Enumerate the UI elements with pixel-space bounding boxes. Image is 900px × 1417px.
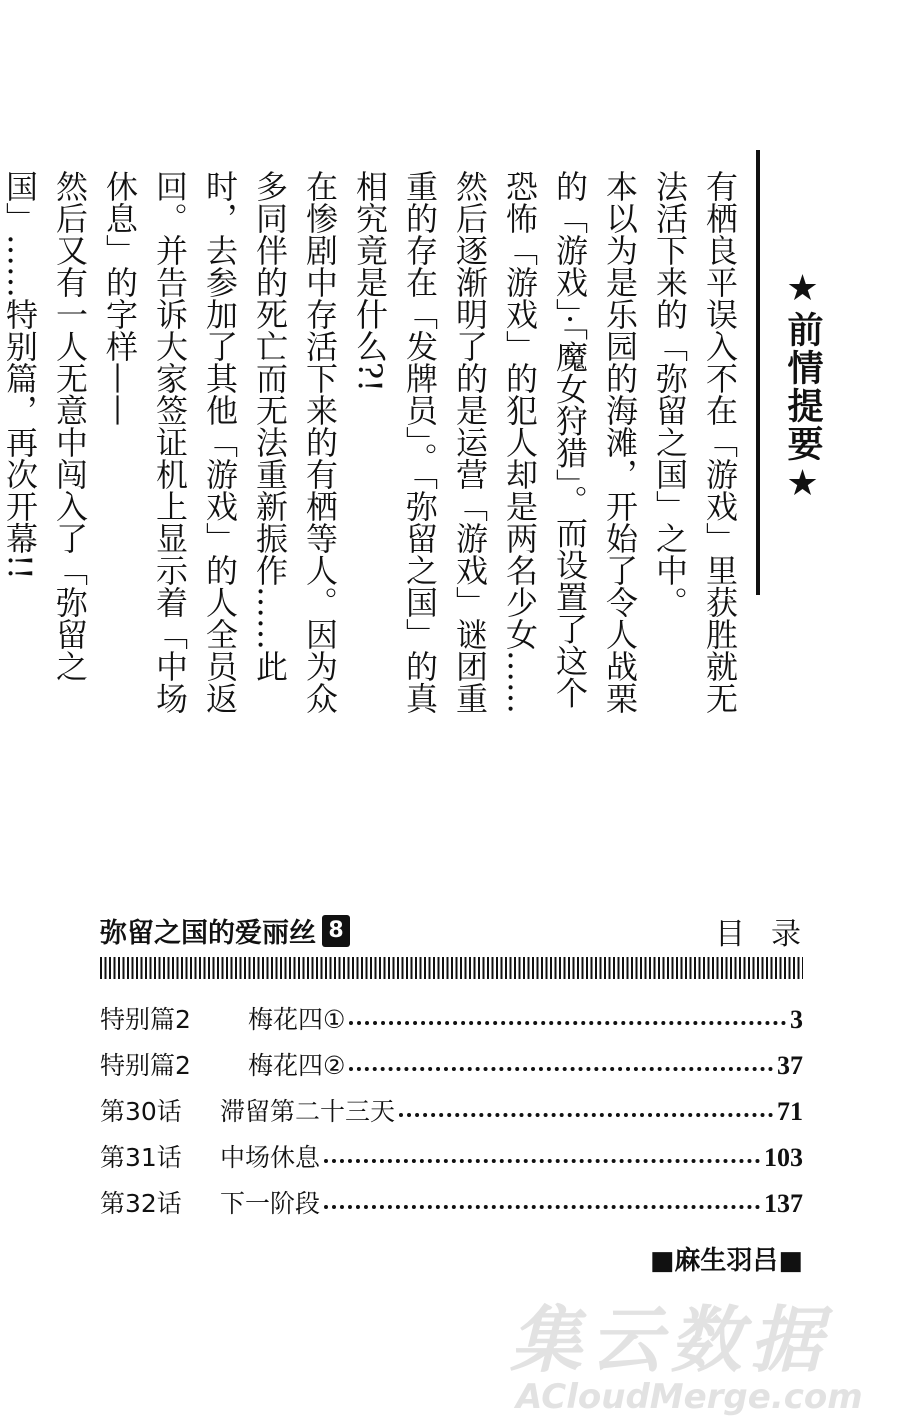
toc-dot-leader bbox=[399, 1113, 773, 1117]
toc-title: 下一阶段 bbox=[220, 1189, 321, 1218]
table-of-contents bbox=[100, 1000, 803, 1230]
book-title-text: 弥留之国的爱丽丝 bbox=[100, 918, 316, 949]
watermark bbox=[510, 1298, 890, 1417]
toc-chapter: 第30话 bbox=[100, 1097, 182, 1126]
toc-dot-leader bbox=[324, 1159, 760, 1163]
toc-page-number: 37 bbox=[777, 1051, 803, 1080]
toc-entry[interactable] bbox=[100, 1000, 803, 1046]
toc-chapter: 特别篇2 bbox=[100, 1005, 191, 1034]
watermark-chinese: 集云数据 bbox=[510, 1298, 831, 1382]
toc-title: 中场休息 bbox=[220, 1143, 321, 1172]
volume-badge: 8 bbox=[322, 915, 350, 947]
toc-title: 梅花四① bbox=[248, 1005, 346, 1034]
summary-body bbox=[1, 170, 745, 715]
toc-title: 梅花四② bbox=[248, 1051, 346, 1080]
toc-chapter: 特别篇2 bbox=[100, 1051, 191, 1080]
summary-heading: ★前情提要★ bbox=[782, 268, 823, 506]
toc-page-number: 103 bbox=[764, 1143, 803, 1172]
toc-page-number: 137 bbox=[764, 1189, 803, 1218]
toc-chapter: 第32话 bbox=[100, 1189, 182, 1218]
toc-title: 滞留第二十三天 bbox=[220, 1097, 396, 1126]
toc-heading: 目录 bbox=[715, 917, 827, 952]
book-title bbox=[100, 911, 350, 950]
toc-dot-leader bbox=[324, 1205, 760, 1209]
summary-paragraph: 在惨剧中存活下来的有栖等人。因为众多同伴的死亡而无法重新振作……此时，去参加了其他「游戏」的人全员返回。并告诉大家签证机上显示着「中场休息」的字样—— bbox=[101, 170, 339, 714]
summary-paragraph: 然后逐渐明了的是运营「游戏」谜团重重的存在「发牌员」。「弥留之国」的真相究竟是什么?! bbox=[351, 170, 489, 714]
toc-chapter: 第31话 bbox=[100, 1143, 182, 1172]
toc-dot-leader bbox=[349, 1067, 773, 1071]
toc-entry[interactable] bbox=[100, 1046, 803, 1092]
toc-entry[interactable] bbox=[100, 1184, 803, 1230]
toc-entry[interactable] bbox=[100, 1092, 803, 1138]
toc-dot-leader bbox=[349, 1021, 786, 1025]
summary-paragraph: 然后又有一人无意中闯入了「弥留之国」……特别篇，再次开幕!! bbox=[1, 170, 89, 682]
summary-paragraph: 有栖良平误入不在「游戏」里获胜就无法活下来的「弥留之国」之中。 bbox=[651, 170, 739, 714]
author-credit: ■麻生羽吕■ bbox=[649, 1246, 803, 1276]
summary-divider bbox=[756, 150, 760, 595]
summary-paragraph: 本以为是乐园的海滩，开始了令人战栗的「游戏」·「魔女狩猎」。而设置了这个恐怖「游戏」的犯人却是两名少女…… bbox=[501, 170, 639, 714]
toc-entry[interactable] bbox=[100, 1138, 803, 1184]
barcode-divider bbox=[100, 957, 803, 979]
toc-page-number: 3 bbox=[790, 1005, 803, 1034]
toc-page-number: 71 bbox=[777, 1097, 803, 1126]
watermark-english: ACloudMerge.com bbox=[516, 1377, 863, 1417]
